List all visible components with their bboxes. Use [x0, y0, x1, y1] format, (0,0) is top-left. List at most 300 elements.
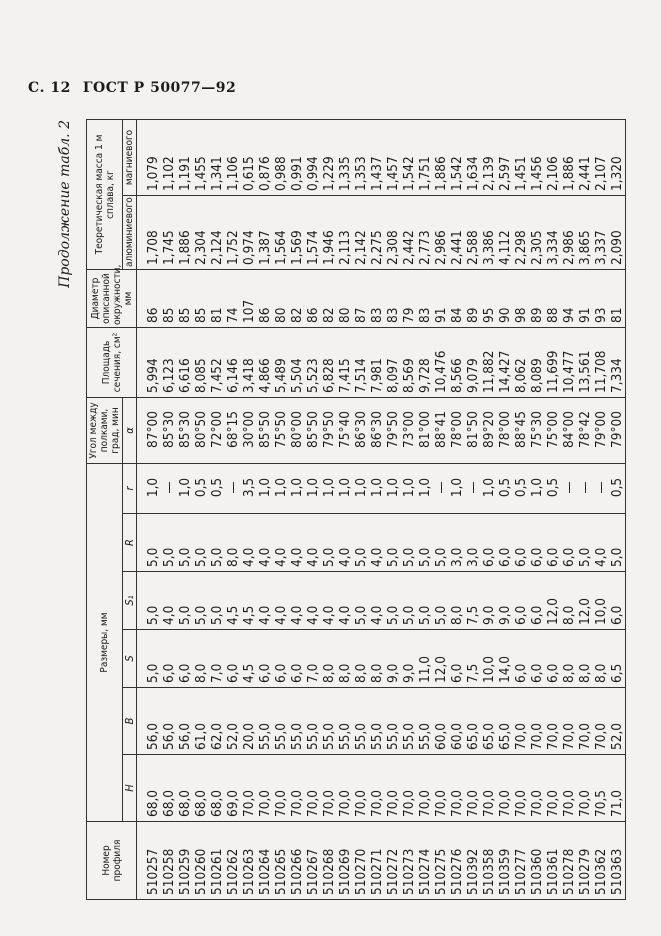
cell-angle: 86°30 [353, 411, 369, 448]
cell-b: 52,0 [225, 722, 241, 750]
cell-R: 6,0 [529, 547, 545, 567]
cell-h: 70,0 [273, 789, 289, 817]
cell-profile: 510260 [193, 848, 209, 895]
cell-area: 11,708 [593, 350, 609, 393]
cell-R: 5,0 [433, 547, 449, 567]
cell-b: 70,0 [545, 722, 561, 750]
cell-diameter: 81 [209, 307, 225, 323]
cell-h: 70,0 [241, 789, 257, 817]
cell-al: 1,946 [321, 230, 337, 265]
cell-area: 13,561 [577, 350, 593, 393]
cell-area: 5,994 [145, 358, 161, 393]
cell-r: 0,5 [513, 477, 529, 498]
cell-angle: 79°00 [609, 411, 625, 448]
cell-angle: 75°00 [545, 411, 561, 448]
cell-angle: 68°15 [225, 411, 241, 448]
cell-r: 1,0 [273, 477, 289, 498]
profile-table [86, 119, 626, 900]
cell-h: 70,0 [321, 789, 337, 817]
cell-s1: 5,0 [209, 605, 225, 625]
cell-s: 9,0 [401, 663, 417, 683]
cell-b: 55,0 [305, 722, 321, 750]
cell-h: 70,0 [577, 789, 593, 817]
cell-b: 62,0 [209, 722, 225, 750]
cell-R: 4,0 [593, 547, 609, 567]
R-column [137, 514, 626, 572]
cell-h: 70,0 [385, 789, 401, 817]
cell-s: 6,0 [529, 663, 545, 683]
col-mass-group-header: Теоретическая масса 1 м сплава, кг [87, 119, 123, 269]
cell-b: 55,0 [321, 722, 337, 750]
cell-al: 2,308 [385, 230, 401, 265]
cell-r: 1,0 [177, 477, 193, 498]
cell-R: 6,0 [497, 547, 513, 567]
cell-s1: 4,0 [161, 605, 177, 625]
cell-s: 8,0 [577, 663, 593, 683]
cell-s: 6,0 [161, 663, 177, 683]
cell-al: 2,142 [353, 230, 369, 265]
cell-h: 70,0 [465, 789, 481, 817]
cell-mg: 0,988 [273, 156, 289, 191]
cell-area: 6,616 [177, 358, 193, 393]
cell-diameter: 83 [385, 307, 401, 323]
col-profile-header: Номер профиля [87, 822, 137, 900]
cell-mg: 1,457 [385, 156, 401, 191]
cell-s: 6,5 [609, 663, 625, 683]
cell-h: 70,0 [449, 789, 465, 817]
cell-diameter: 89 [465, 307, 481, 323]
cell-diameter: 91 [433, 307, 449, 323]
cell-area: 6,828 [321, 358, 337, 393]
cell-diameter: 88 [545, 307, 561, 323]
cell-al: 2,442 [401, 230, 417, 265]
cell-angle: 79°50 [385, 411, 401, 448]
page-number: С. 12 [28, 80, 71, 96]
h-column [137, 755, 626, 822]
cell-angle: 75°40 [337, 411, 353, 448]
cell-al: 2,305 [529, 230, 545, 265]
cell-mg: 1,335 [337, 156, 353, 191]
angle-column [137, 398, 626, 464]
cell-s1: 9,0 [481, 605, 497, 625]
cell-al: 1,745 [161, 230, 177, 265]
cell-b: 55,0 [385, 722, 401, 750]
area-column [137, 328, 626, 398]
cell-s: 8,0 [193, 663, 209, 683]
cell-b: 70,0 [593, 722, 609, 750]
cell-diameter: 85 [177, 307, 193, 323]
cell-profile: 510267 [305, 848, 321, 895]
cell-r: 0,5 [609, 477, 625, 498]
col-s1-header: S₁ [123, 572, 137, 630]
cell-area: 4,866 [257, 358, 273, 393]
cell-diameter: 79 [401, 307, 417, 323]
cell-s: 12,0 [433, 655, 449, 683]
cell-s1: 5,0 [433, 605, 449, 625]
cell-diameter: 94 [561, 307, 577, 323]
cell-profile: 510392 [465, 848, 481, 895]
cell-R: 6,0 [481, 547, 497, 567]
cell-h: 70,0 [545, 789, 561, 817]
cell-area: 7,415 [337, 358, 353, 393]
cell-r: 0,5 [209, 477, 225, 498]
cell-area: 7,334 [609, 358, 625, 393]
cell-profile: 510273 [401, 848, 417, 895]
cell-s: 11,0 [417, 655, 433, 683]
cell-diameter: 86 [305, 307, 321, 323]
cell-s: 8,0 [561, 663, 577, 683]
cell-R: 6,0 [545, 547, 561, 567]
cell-s1: 9,0 [497, 605, 513, 625]
cell-diameter: 81 [609, 307, 625, 323]
b-column [137, 688, 626, 755]
cell-mg: 1,102 [161, 156, 177, 191]
cell-R: 5,0 [161, 547, 177, 567]
cell-s1: 4,0 [337, 605, 353, 625]
cell-h: 70,0 [481, 789, 497, 817]
cell-h: 70,5 [593, 789, 609, 817]
cell-s: 8,0 [593, 663, 609, 683]
cell-area: 7,452 [209, 358, 225, 393]
cell-profile: 510261 [209, 848, 225, 895]
cell-profile: 510263 [241, 848, 257, 895]
cell-diameter: 83 [369, 307, 385, 323]
cell-b: 60,0 [449, 722, 465, 750]
cell-diameter: 86 [257, 307, 273, 323]
cell-profile: 510279 [577, 848, 593, 895]
cell-s: 7,0 [209, 663, 225, 683]
cell-R: 6,0 [513, 547, 529, 567]
cell-s1: 6,0 [513, 605, 529, 625]
cell-al: 1,564 [273, 230, 289, 265]
cell-area: 8,566 [449, 358, 465, 393]
cell-b: 61,0 [193, 722, 209, 750]
col-h-header: H [123, 755, 137, 822]
cell-s1: 12,0 [577, 597, 593, 625]
cell-r: — [465, 481, 481, 494]
cell-h: 68,0 [161, 789, 177, 817]
table-body [137, 119, 626, 899]
cell-s: 8,0 [353, 663, 369, 683]
cell-area: 3,418 [241, 358, 257, 393]
cell-profile: 510271 [369, 848, 385, 895]
col-r-header: r [123, 464, 137, 514]
cell-area: 8,085 [193, 358, 209, 393]
cell-r: 1,0 [353, 477, 369, 498]
cell-s: 8,0 [321, 663, 337, 683]
cell-mg: 2,107 [593, 156, 609, 191]
cell-diameter: 107 [241, 299, 257, 323]
cell-R: 5,0 [353, 547, 369, 567]
cell-b: 55,0 [417, 722, 433, 750]
cell-area: 9,079 [465, 358, 481, 393]
cell-R: 4,0 [369, 547, 385, 567]
cell-al: 3,865 [577, 230, 593, 265]
cell-s1: 12,0 [545, 597, 561, 625]
cell-angle: 85°30 [177, 411, 193, 448]
cell-diameter: 90 [497, 307, 513, 323]
cell-angle: 79°50 [321, 411, 337, 448]
cell-diameter: 93 [593, 307, 609, 323]
cell-profile: 510264 [257, 848, 273, 895]
cell-r: 1,0 [337, 477, 353, 498]
cell-s: 6,0 [449, 663, 465, 683]
cell-angle: 73°00 [401, 411, 417, 448]
cell-area: 11,699 [545, 350, 561, 393]
cell-profile: 510363 [609, 848, 625, 895]
cell-angle: 85°50 [305, 411, 321, 448]
s1-column [137, 572, 626, 630]
cell-s: 6,0 [513, 663, 529, 683]
cell-s: 6,0 [177, 663, 193, 683]
standard-title: ГОСТ Р 50077—92 [82, 80, 237, 96]
cell-al: 3,337 [593, 230, 609, 265]
cell-mg: 1,886 [561, 156, 577, 191]
mg-mass-column [137, 119, 626, 195]
cell-mg: 1,437 [369, 156, 385, 191]
cell-s1: 7,5 [465, 605, 481, 625]
cell-s1: 4,0 [369, 605, 385, 625]
cell-angle: 79°00 [593, 411, 609, 448]
cell-mg: 1,456 [529, 156, 545, 191]
cell-mg: 1,229 [321, 156, 337, 191]
cell-profile: 510361 [545, 848, 561, 895]
cell-angle: 80°00 [289, 411, 305, 448]
cell-mg: 0,615 [241, 156, 257, 191]
cell-h: 70,0 [417, 789, 433, 817]
cell-s1: 5,0 [353, 605, 369, 625]
cell-al: 3,334 [545, 230, 561, 265]
cell-profile: 510272 [385, 848, 401, 895]
cell-al: 2,113 [337, 230, 353, 265]
cell-mg: 1,634 [465, 156, 481, 191]
diameter-column [137, 270, 626, 328]
cell-R: 8,0 [225, 547, 241, 567]
cell-s1: 4,0 [289, 605, 305, 625]
cell-R: 4,0 [257, 547, 273, 567]
cell-r: 1,0 [321, 477, 337, 498]
cell-angle: 80°50 [193, 411, 209, 448]
cell-angle: 88°41 [433, 411, 449, 448]
cell-s: 6,0 [289, 663, 305, 683]
cell-profile: 510358 [481, 848, 497, 895]
cell-diameter: 82 [289, 307, 305, 323]
cell-b: 56,0 [145, 722, 161, 750]
cell-h: 68,0 [209, 789, 225, 817]
cell-area: 5,504 [289, 358, 305, 393]
profile-column [137, 822, 626, 900]
cell-s: 9,0 [385, 663, 401, 683]
cell-profile: 510257 [145, 848, 161, 895]
cell-angle: 86°30 [369, 411, 385, 448]
cell-mg: 1,542 [449, 156, 465, 191]
cell-R: 4,0 [273, 547, 289, 567]
cell-h: 70,0 [513, 789, 529, 817]
cell-area: 9,728 [417, 358, 433, 393]
cell-area: 10,477 [561, 350, 577, 393]
cell-r: — [161, 481, 177, 494]
cell-area: 6,123 [161, 358, 177, 393]
cell-s: 7,5 [465, 663, 481, 683]
cell-profile: 510359 [497, 848, 513, 895]
cell-mg: 1,341 [209, 156, 225, 191]
cell-angle: 85°30 [161, 411, 177, 448]
cell-al: 2,588 [465, 230, 481, 265]
cell-R: 5,0 [417, 547, 433, 567]
cell-b: 60,0 [433, 722, 449, 750]
col-mg-header: магниевого [123, 119, 137, 195]
cell-b: 55,0 [273, 722, 289, 750]
cell-s1: 5,0 [193, 605, 209, 625]
cell-r: 1,0 [385, 477, 401, 498]
cell-al: 1,569 [289, 230, 305, 265]
cell-angle: 78°00 [449, 411, 465, 448]
col-angle-header: Угол между полками, град, мин [87, 398, 123, 464]
cell-h: 70,0 [353, 789, 369, 817]
cell-profile: 510278 [561, 848, 577, 895]
cell-area: 6,146 [225, 358, 241, 393]
cell-R: 5,0 [193, 547, 209, 567]
cell-h: 70,0 [257, 789, 273, 817]
cell-r: 1,0 [481, 477, 497, 498]
cell-s: 10,0 [481, 655, 497, 683]
cell-angle: 72°00 [209, 411, 225, 448]
col-area-header: Площадь сечения, см² [87, 328, 137, 398]
cell-h: 70,0 [289, 789, 305, 817]
cell-R: 4,0 [337, 547, 353, 567]
cell-s1: 5,0 [177, 605, 193, 625]
cell-b: 65,0 [497, 722, 513, 750]
cell-profile: 510265 [273, 848, 289, 895]
cell-b: 65,0 [481, 722, 497, 750]
cell-area: 8,089 [529, 358, 545, 393]
cell-h: 68,0 [145, 789, 161, 817]
col-diameter-header: Диаметр описанной окружности, мм [87, 270, 137, 328]
cell-h: 70,0 [305, 789, 321, 817]
cell-al: 2,773 [417, 230, 433, 265]
cell-area: 7,981 [369, 358, 385, 393]
cell-b: 55,0 [401, 722, 417, 750]
s-column [137, 630, 626, 688]
page-header [28, 80, 236, 96]
cell-angle: 87°00 [145, 411, 161, 448]
r-column [137, 464, 626, 514]
cell-b: 56,0 [161, 722, 177, 750]
cell-diameter: 74 [225, 307, 241, 323]
cell-al: 1,574 [305, 230, 321, 265]
cell-h: 69,0 [225, 789, 241, 817]
cell-mg: 1,751 [417, 156, 433, 191]
col-s-header: S [123, 630, 137, 688]
cell-angle: 78°00 [497, 411, 513, 448]
cell-b: 55,0 [369, 722, 385, 750]
cell-diameter: 82 [321, 307, 337, 323]
cell-diameter: 89 [529, 307, 545, 323]
cell-profile: 510277 [513, 848, 529, 895]
rotated-table-area [50, 120, 650, 900]
cell-b: 70,0 [529, 722, 545, 750]
cell-area: 5,523 [305, 358, 321, 393]
al-mass-column [137, 196, 626, 270]
cell-al: 4,112 [497, 230, 513, 265]
cell-mg: 2,106 [545, 156, 561, 191]
cell-b: 55,0 [353, 722, 369, 750]
cell-R: 5,0 [385, 547, 401, 567]
cell-angle: 30°00 [241, 411, 257, 448]
cell-al: 1,886 [177, 230, 193, 265]
cell-mg: 1,451 [513, 156, 529, 191]
cell-mg: 0,876 [257, 156, 273, 191]
cell-s: 14,0 [497, 655, 513, 683]
cell-s1: 5,0 [417, 605, 433, 625]
cell-r: — [433, 481, 449, 494]
cell-mg: 1,191 [177, 156, 193, 191]
cell-mg: 1,542 [401, 156, 417, 191]
col-R-header: R [123, 514, 137, 572]
cell-angle: 81°00 [417, 411, 433, 448]
cell-s1: 6,0 [529, 605, 545, 625]
cell-s: 6,0 [545, 663, 561, 683]
cell-area: 11,882 [481, 350, 497, 393]
cell-s1: 4,0 [305, 605, 321, 625]
cell-s: 8,0 [369, 663, 385, 683]
cell-s: 6,0 [257, 663, 273, 683]
cell-al: 1,387 [257, 230, 273, 265]
cell-diameter: 98 [513, 307, 529, 323]
cell-diameter: 83 [417, 307, 433, 323]
cell-s: 6,0 [273, 663, 289, 683]
cell-area: 8,569 [401, 358, 417, 393]
cell-angle: 75°30 [529, 411, 545, 448]
cell-al: 2,275 [369, 230, 385, 265]
cell-al: 2,441 [449, 230, 465, 265]
table-caption: Продолжение табл. 2 [57, 120, 73, 288]
col-b-header: B [123, 688, 137, 755]
cell-b: 56,0 [177, 722, 193, 750]
cell-mg: 2,441 [577, 156, 593, 191]
cell-profile: 510360 [529, 848, 545, 895]
cell-b: 52,0 [609, 722, 625, 750]
cell-s: 8,0 [337, 663, 353, 683]
cell-b: 55,0 [257, 722, 273, 750]
cell-r: 1,0 [401, 477, 417, 498]
cell-al: 0,974 [241, 230, 257, 265]
cell-r: — [561, 481, 577, 494]
cell-al: 1,752 [225, 230, 241, 265]
cell-mg: 1,079 [145, 156, 161, 191]
cell-area: 10,476 [433, 350, 449, 393]
cell-R: 5,0 [145, 547, 161, 567]
cell-r: — [593, 481, 609, 494]
cell-r: — [225, 481, 241, 494]
cell-diameter: 85 [193, 307, 209, 323]
cell-b: 55,0 [289, 722, 305, 750]
cell-s: 4,5 [241, 663, 257, 683]
cell-h: 70,0 [433, 789, 449, 817]
cell-b: 20,0 [241, 722, 257, 750]
cell-r: 1,0 [529, 477, 545, 498]
cell-R: 3,0 [449, 547, 465, 567]
cell-al: 2,090 [609, 230, 625, 265]
cell-diameter: 80 [273, 307, 289, 323]
cell-b: 65,0 [465, 722, 481, 750]
cell-al: 2,986 [433, 230, 449, 265]
cell-diameter: 86 [145, 307, 161, 323]
cell-profile: 510270 [353, 848, 369, 895]
cell-area: 5,489 [273, 358, 289, 393]
cell-R: 5,0 [577, 547, 593, 567]
cell-profile: 510269 [337, 848, 353, 895]
